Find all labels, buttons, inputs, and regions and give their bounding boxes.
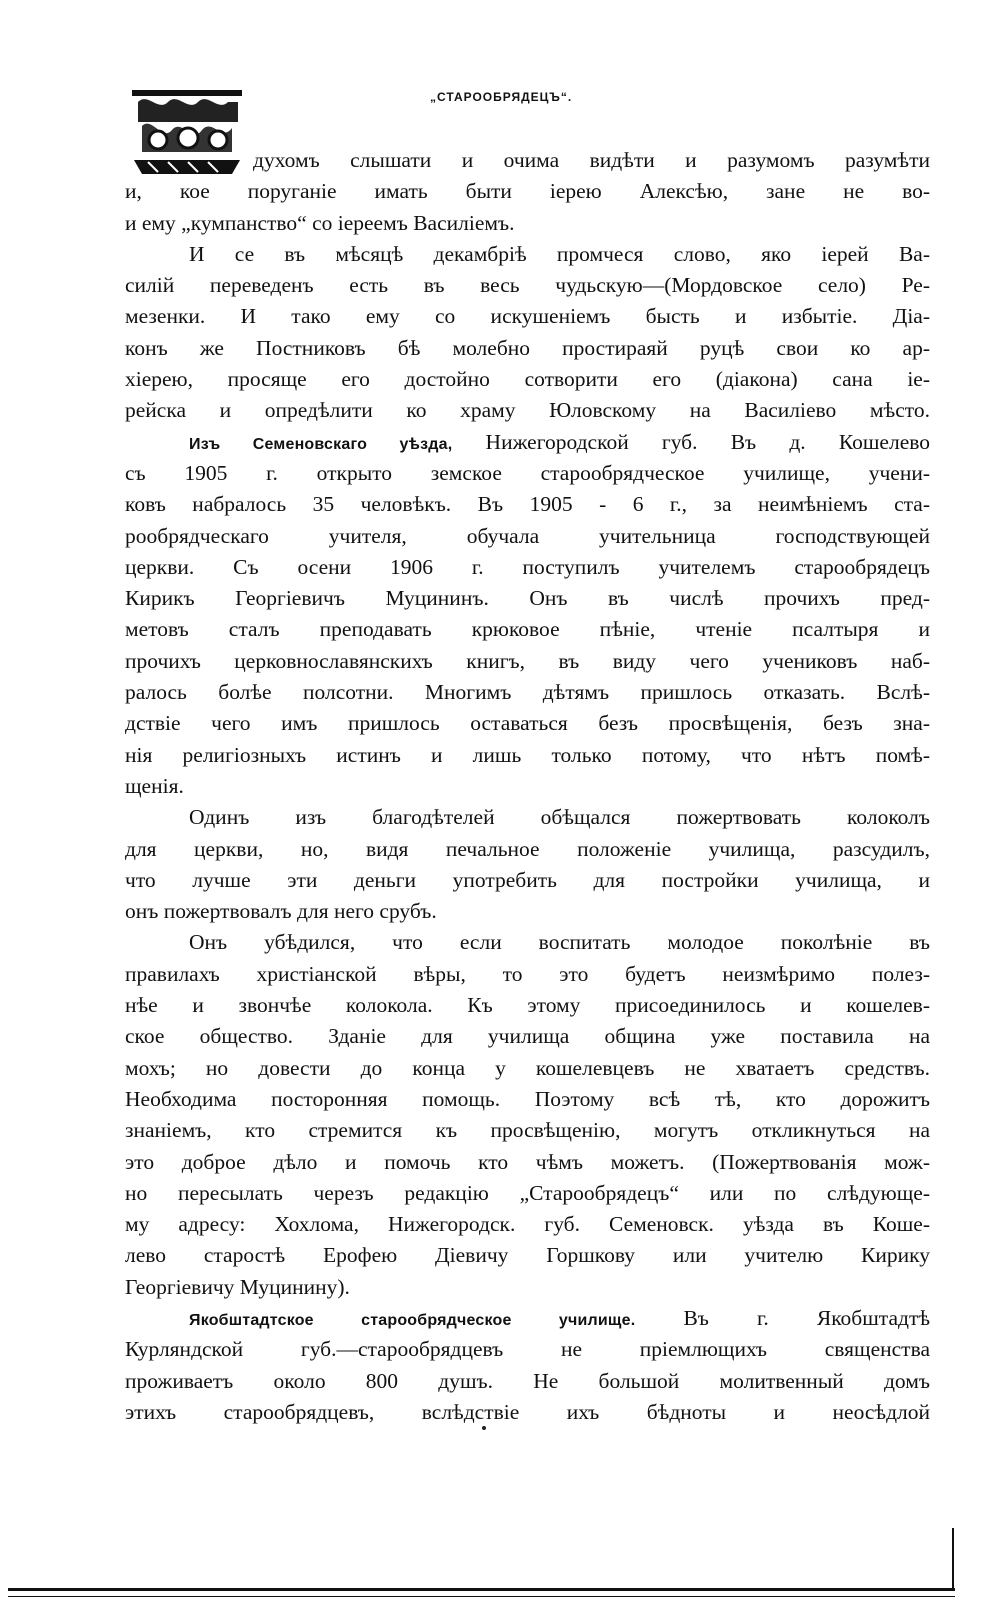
text-line: щенія. <box>125 773 184 798</box>
text-line: для церкви, но, видя печальное положеніе училища, разсудилъ, <box>125 836 930 861</box>
text-line: Онъ убѣдился, что если воспитать молодое поколѣніе въ <box>189 930 930 955</box>
text-line: конъ же Постниковъ бѣ молебно простираяй руцѣ свои ко ар- <box>125 335 930 360</box>
text-line: нѣе и звончѣе колокола. Къ этому присоединилось и кошелев- <box>125 993 930 1018</box>
text-line: лево старостѣ Ерофею Діевичу Горшкову или учителю Кирику <box>125 1243 930 1268</box>
section-heading: Якобштадтское старообрядческое училище. <box>189 1311 636 1329</box>
text-line: мезенки. И тако ему со искушеніемъ бысть и избытіе. Діа- <box>125 304 930 329</box>
text-line <box>125 1303 930 1334</box>
text-line: рейска и опредѣлити ко храму Юловскому на Василіево мѣсто. <box>125 398 930 423</box>
text-line: церкви. Съ осени 1906 г. поступилъ учителемъ старообрядецъ <box>125 554 930 579</box>
text-line: ковъ набралось 35 человѣкъ. Въ 1905 - 6 г., за неимѣніемъ ста- <box>125 492 930 517</box>
text-line: духомъ слышати и очима видѣти и разумомъ разумѣти <box>253 148 930 172</box>
text-line: дствіе чего имъ пришлось оставаться безъ просвѣщенія, безъ зна- <box>125 711 930 736</box>
text-line: И се въ мѣсяцѣ декамбріѣ промчеся слово, яко іерей Ва- <box>189 241 930 266</box>
text-line: и ему „кумпанство“ со іереемъ Василіемъ. <box>125 210 515 235</box>
text-line: му адресу: Хохлома, Нижегородск. губ. Семеновск. уѣзда въ Коше- <box>125 1212 930 1237</box>
text-line: нія религіозныхъ истинъ и лишь только потому, что нѣтъ помѣ- <box>125 742 930 767</box>
text-line <box>125 427 930 458</box>
text-line: съ 1905 г. открыто земское старообрядческое училище, учени- <box>125 460 930 485</box>
text-line: Георгіевичу Муцинину). <box>125 1274 350 1299</box>
text-line: но пересылать черезъ редакцію „Старообрядецъ“ или по слѣдующе- <box>125 1180 930 1205</box>
page-mark <box>482 1426 486 1430</box>
text-line: мохъ; но довести до конца у кошелевцевъ не хватаетъ средствъ. <box>125 1055 930 1080</box>
article-body <box>125 145 930 1428</box>
text-line: проживаетъ около 800 душъ. Не большой молитвенный домъ <box>125 1368 930 1393</box>
text-line: Курляндской губ.—старообрядцевъ не пріемлющихъ священства <box>125 1337 930 1362</box>
text-line: и, кое поруганіе имать быти іерею Алексѣю, зане не во- <box>125 179 930 204</box>
text-line: Необходима посторонняя помощь. Поэтому всѣ тѣ, кто дорожитъ <box>125 1086 930 1111</box>
text-line: это доброе дѣло и помочь кто чѣмъ можетъ. (Пожертвованія мож- <box>125 1149 930 1174</box>
bottom-rule <box>8 1588 955 1591</box>
text-line: Одинъ изъ благодѣтелей обѣщался пожертвовать колоколъ <box>189 805 930 830</box>
text-fragment: Нижегородской губ. Въ д. Кошелево <box>452 429 931 454</box>
page-edge-mark <box>952 1528 954 1590</box>
text-line: что лучше эти деньги употребить для постройки училища, и <box>125 867 930 892</box>
text-line: силій переведенъ есть въ весь чудьскую—(Мордовское село) Ре- <box>125 273 930 298</box>
running-head: „СТАРООБРЯДЕЦЪ“. <box>430 90 573 104</box>
text-line: рообрядческаго учителя, обучала учительница господствующей <box>125 523 930 548</box>
text-line: прочихъ церковнославянскихъ книгъ, въ виду чего учениковъ наб- <box>125 648 930 673</box>
text-line: онъ пожертвовалъ для него срубъ. <box>125 899 437 924</box>
text-line: ское общество. Зданіе для училища община уже поставила на <box>125 1024 930 1049</box>
text-line: Кирикъ Георгіевичъ Муцининъ. Онъ въ числѣ прочихъ пред- <box>125 586 930 611</box>
text-line: этихъ старообрядцевъ, вслѣдствіе ихъ бѣдноты и неосѣдлой <box>125 1399 930 1424</box>
text-fragment: Въ г. Якобштадтѣ <box>635 1305 931 1330</box>
text-line: метовъ сталъ преподавать крюковое пѣніе, чтеніе псалтыря и <box>125 617 930 642</box>
text-line: хіерею, просяще его достойно сотворити его (діакона) сана іе- <box>125 367 930 392</box>
bottom-rule-thin <box>8 1596 955 1597</box>
text-line: знаніемъ, кто стремится къ просвѣщенію, могутъ откликнуться на <box>125 1118 930 1143</box>
text-line: правилахъ христіанской вѣры, то это будетъ неизмѣримо полез- <box>125 961 930 986</box>
section-heading: Изъ Семеновскаго уѣзда, <box>189 435 453 453</box>
text-line: ралось болѣе полсотни. Многимъ дѣтямъ пришлось отказать. Вслѣ- <box>125 680 930 705</box>
